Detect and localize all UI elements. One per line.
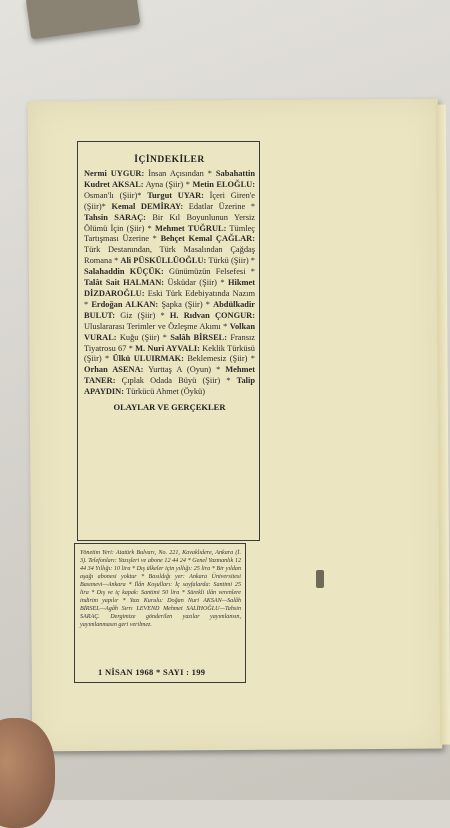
contents-entry-author: Metin ELOĞLU: xyxy=(192,179,255,189)
contents-entry-title: Edatlar Üzerine * xyxy=(183,201,256,211)
contents-box xyxy=(77,141,260,541)
contents-entry-author: Behçet Kemal ÇAĞLAR: xyxy=(160,234,255,244)
contents-entry-author: Ali PÜSKÜLLÜOĞLU: xyxy=(120,256,207,266)
contents-entry-title: Türk Destanından, Türk Masalından Çağdaş Romana * xyxy=(84,245,255,266)
contents-entry-author: Sabahattin Kudret AKSAL: xyxy=(84,169,255,189)
contents-entry-title: Çıplak Odada Büyü (Şiir) * xyxy=(115,376,237,386)
contents-entry-author: Tahsin SARAÇ: xyxy=(84,212,146,222)
contents-entry-title: Kuğu (Şiir) * xyxy=(116,332,171,342)
contents-entry-author: Talip APAYDIN: xyxy=(84,376,255,397)
contents-entry-title: Bir Kıl Boyunlunun Yersiz Ölümü İçin (Şiir) * xyxy=(84,212,255,233)
contents-entry-author: Orhan ASENA: xyxy=(84,365,144,375)
contents-entry-title: Osman'lı (Şiir)* xyxy=(84,190,148,200)
contents-entry-author: Erdoğan ALKAN: xyxy=(91,299,159,309)
publication-info-box xyxy=(74,543,246,683)
contents-entry-author: Turgut UYAR: xyxy=(147,190,204,200)
publication-info-text: Yönetim Yeri: Atatürk Bulvarı, No. 221, Kavaklıdere, Ankara (İ. 3). Telefonları: Yazışleri ve abone 12 44 24 * Genel Yazmanlık 12 44 34 Yıllığı: 10 lira * Dış ülkeler için yıllığı: 25 lira * Bir yıldan aşağı abonesi yoktur * Basıldığı yer: Ankara Üniversitesi Basımevi—Ankara * İlân Koşulları: İç sayfalarda: Santimi 25 lira * Dış ve iç kapak: Santimi 50 lira * Sürekli ilân verenlere indirim yapılır * Yazı Kurulu: Doğan Nuri AKSAN—Salâh BİRSEL—Agâh Sırrı LEVEND Mehmet SALİHOĞLU—Tahsin SARAÇ. Dergimize gönderilen yazılar yayımlansın, yayımlanmasın geri verilmez. xyxy=(80,550,241,628)
contents-entry-title: Üsküdar (Şiir) * xyxy=(164,278,229,288)
contents-entry-title: Türkücü Ahmet (Öykü) xyxy=(124,387,206,397)
contents-entry-author: Abdülkadir BULUT: xyxy=(84,299,255,320)
contents-entry-title: Tümleç Tartışması Üzerine * xyxy=(84,223,255,244)
contents-entry-title: Eski Türk Edebiyatında Nazım * xyxy=(84,288,255,309)
pin-mark xyxy=(316,570,324,588)
contents-entry-title: Yurttaş A (Oyun) * xyxy=(143,365,226,375)
contents-entry-author: Volkan VURAL: xyxy=(84,321,255,342)
issue-date-line: 1 NİSAN 1968 * SAYI : 199 xyxy=(98,667,206,677)
contents-footer: OLAYLAR VE GERÇEKLER xyxy=(113,402,226,413)
contents-entry-title: Uluslararası Terimler ve Özleşme Akımı * xyxy=(84,321,230,331)
contents-entry-title: Fransız Tiyatrosu 67 * xyxy=(84,332,256,353)
contents-entry-title: İçeri Giren'e (Şiir)* xyxy=(84,190,255,211)
contents-entry-author: Nermi UYGUR: xyxy=(84,169,145,178)
contents-entry-title: Ayna (Şiir) * xyxy=(143,179,193,189)
contents-list xyxy=(84,169,255,398)
contents-entry-title: Beklemesiz (Şiir) * xyxy=(183,354,255,364)
contents-entry-author: H. Rıdvan ÇONGUR: xyxy=(169,310,255,320)
contents-title: İÇİNDEKİLER xyxy=(134,155,205,165)
contents-entry-title: Keklik Türküsü (Şiir) * xyxy=(84,343,255,364)
contents-entry-author: Mehmet TUĞRUL: xyxy=(154,223,227,233)
contents-entry-author: M. Nuri AYVALI: xyxy=(135,343,200,353)
contents-entry-author: Salâh BİRSEL: xyxy=(170,332,228,342)
contents-entry-title: Türkü (Şiir) * xyxy=(206,256,255,266)
contents-entry-title: Günümüzün Felsefesi * xyxy=(163,267,255,277)
contents-entry-author: Mehmet TANER: xyxy=(84,365,255,386)
contents-entry-author: Hikmet DİZDAROĞLU: xyxy=(84,278,255,298)
contents-entry-author: Ülkü ULUIRMAK: xyxy=(112,354,184,364)
contents-entry-title: İnsan Açısından * xyxy=(144,169,216,178)
contents-entry-title: Şapka (Şiir) * xyxy=(158,299,214,309)
contents-entry-author: Salahaddin KÜÇÜK: xyxy=(84,267,164,277)
contents-entry-author: Kemal DEMİRAY: xyxy=(111,201,184,211)
contents-entry-title: Giz (Şiir) * xyxy=(115,310,170,320)
contents-entry-author: Talât Sait HALMAN: xyxy=(84,278,165,288)
